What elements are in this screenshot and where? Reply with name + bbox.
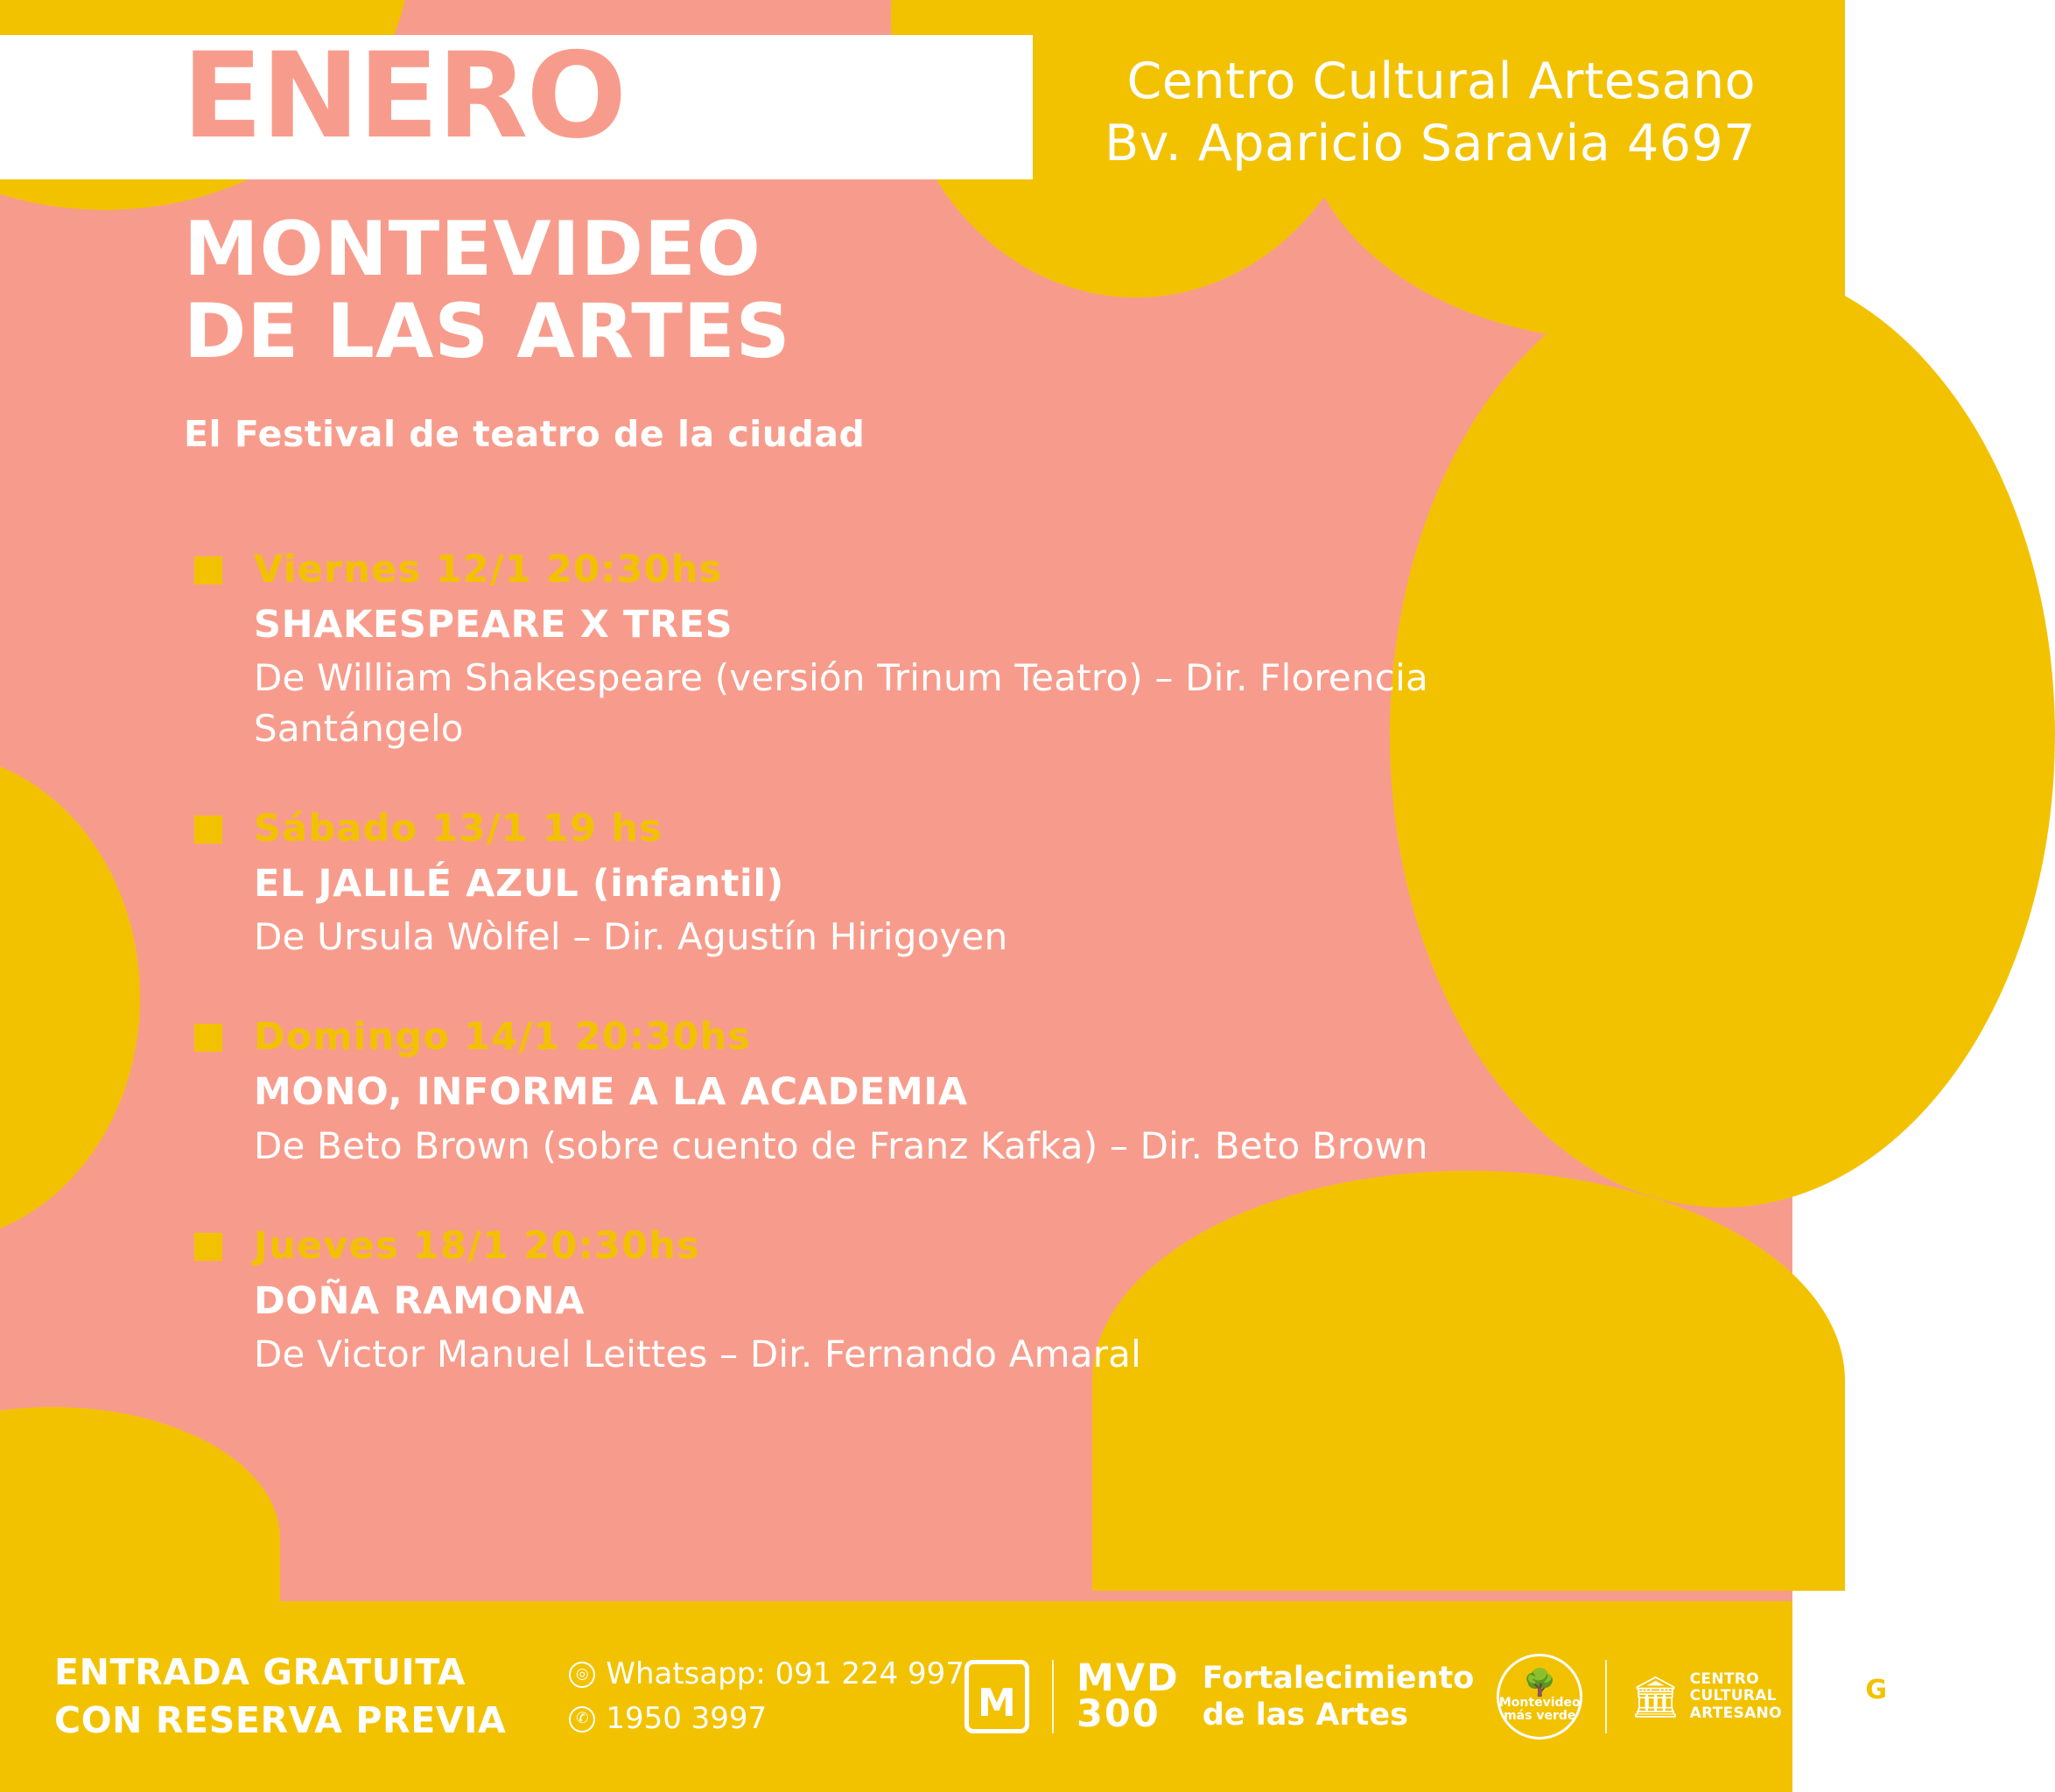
list-item bbox=[194, 544, 1490, 754]
intendencia-logo: M bbox=[964, 1660, 1029, 1733]
mvd300-line1: MVD bbox=[1076, 1656, 1180, 1701]
month-label: ENERO bbox=[182, 27, 626, 164]
whatsapp-icon: ◎ bbox=[569, 1662, 595, 1688]
municipio-letter: G bbox=[1865, 1675, 1888, 1705]
event-description: De Ursula Wòlfel – Dir. Agustín Hirigoyen bbox=[254, 915, 1008, 959]
decorative-blob bbox=[0, 752, 140, 1242]
triangle-icon bbox=[1840, 1655, 1913, 1716]
phone-text: 1950 3997 bbox=[606, 1701, 768, 1736]
event-description: De William Shakespeare (versión Trinum Teatro) – Dir. Florencia Santángelo bbox=[254, 656, 1428, 751]
venue-block bbox=[1105, 51, 1756, 176]
list-item bbox=[194, 1221, 1490, 1380]
square-bullet-icon bbox=[194, 556, 222, 584]
phone-icon: ✆ bbox=[569, 1706, 595, 1732]
fortalecimiento-line1: Fortalecimiento bbox=[1202, 1661, 1475, 1696]
logo-strip bbox=[964, 1654, 1924, 1740]
schedule-list bbox=[194, 544, 1490, 1380]
tree-icon: 🌳 bbox=[1523, 1667, 1556, 1698]
event-date: Sábado 13/1 19 hs bbox=[254, 807, 663, 851]
venue-address: Bv. Aparicio Saravia 4697 bbox=[1105, 115, 1756, 173]
montevideo-mas-verde-logo bbox=[1497, 1654, 1582, 1740]
event-date: Viernes 12/1 20:30hs bbox=[254, 548, 723, 592]
festival-subtitle: El Festival de teatro de la ciudad bbox=[184, 413, 866, 455]
green-line2: más verde bbox=[1504, 1709, 1576, 1723]
fortalecimiento-logo bbox=[1203, 1660, 1475, 1733]
event-description: De Victor Manuel Leittes – Dir. Fernando Amaral bbox=[254, 1332, 1141, 1376]
municipio-label: MUNICIPIO bbox=[1828, 1721, 1924, 1739]
contact-block bbox=[569, 1652, 964, 1741]
event-title: EL JALILÉ AZUL (infantil) bbox=[254, 862, 784, 906]
event-description: De Beto Brown (sobre cuento de Franz Kafka) – Dir. Beto Brown bbox=[254, 1124, 1428, 1167]
square-bullet-icon bbox=[194, 1233, 222, 1261]
whatsapp-row[interactable] bbox=[569, 1652, 964, 1697]
centro-cultural-artesano-logo bbox=[1630, 1671, 1782, 1721]
venue-name: Centro Cultural Artesano bbox=[1126, 52, 1756, 110]
divider bbox=[1605, 1660, 1607, 1733]
municipio-g-logo bbox=[1829, 1655, 1924, 1739]
event-title: MONO, INFORME A LA ACADEMIA bbox=[254, 1070, 968, 1115]
mvd300-line2: 300 bbox=[1076, 1692, 1161, 1736]
list-item bbox=[194, 803, 1490, 962]
whatsapp-text: Whatsapp: 091 224 997 bbox=[606, 1656, 964, 1691]
building-icon: 🏛 bbox=[1630, 1673, 1681, 1720]
phone-row[interactable] bbox=[569, 1697, 964, 1741]
fortalecimiento-line2: de las Artes bbox=[1202, 1698, 1408, 1732]
festival-title-line1: MONTEVIDEO bbox=[184, 206, 761, 293]
square-bullet-icon bbox=[194, 1024, 222, 1052]
decorative-blob bbox=[1390, 262, 2055, 1208]
festival-title bbox=[184, 206, 791, 375]
festival-title-line2: DE LAS ARTES bbox=[184, 288, 791, 375]
free-entry-line2: CON RESERVA PREVIA bbox=[54, 1699, 507, 1741]
free-entry-note bbox=[54, 1648, 506, 1746]
event-title: SHAKESPEARE X TRES bbox=[254, 603, 733, 648]
divider bbox=[1805, 1660, 1806, 1733]
list-item bbox=[194, 1012, 1490, 1171]
event-date: Domingo 14/1 20:30hs bbox=[254, 1015, 752, 1060]
free-entry-line1: ENTRADA GRATUITA bbox=[54, 1650, 466, 1693]
divider bbox=[1052, 1660, 1054, 1733]
event-date: Jueves 18/1 20:30hs bbox=[254, 1223, 700, 1268]
event-title: DOÑA RAMONA bbox=[254, 1278, 586, 1323]
mvd300-logo bbox=[1076, 1656, 1180, 1736]
cca-line3: ARTESANO bbox=[1689, 1704, 1782, 1722]
cca-text bbox=[1690, 1671, 1782, 1721]
footer-bar bbox=[0, 1601, 1924, 1792]
green-line1: Montevideo bbox=[1498, 1695, 1581, 1710]
square-bullet-icon bbox=[194, 816, 222, 844]
cca-line2: CULTURAL bbox=[1689, 1687, 1777, 1705]
cca-line1: CENTRO bbox=[1689, 1670, 1759, 1689]
